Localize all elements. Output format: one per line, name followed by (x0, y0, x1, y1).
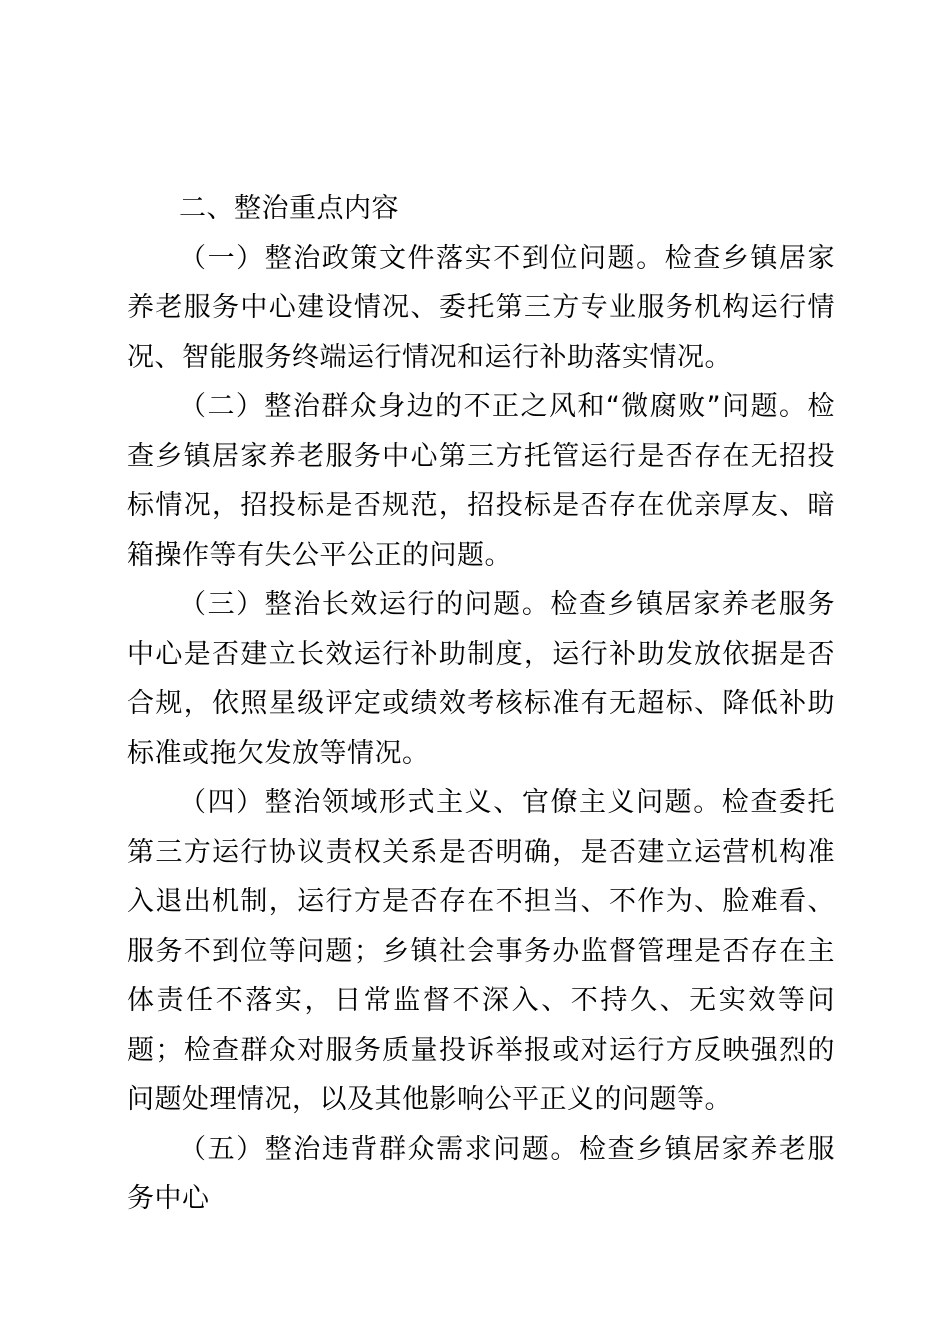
section-heading: 二、整治重点内容 (179, 193, 399, 224)
paragraph-2: （二）整治群众身边的不正之风和“微腐败”问题。检查乡镇居家养老服务中心第三方托管运行是否存在无招投标情况，招投标是否规范，招投标是否存在优亲厚友、暗箱操作等有失公平公正的问题。 (127, 391, 835, 571)
paragraph-3: （三）整治长效运行的问题。检查乡镇居家养老服务中心是否建立长效运行补助制度，运行补助发放依据是否合规，依照星级评定或绩效考核标准有无超标、降低补助标准或拖欠发放等情况。 (127, 589, 835, 769)
paragraph-1: （一）整治政策文件落实不到位问题。检查乡镇居家养老服务中心建设情况、委托第三方专业服务机构运行情况、智能服务终端运行情况和运行补助落实情况。 (127, 242, 835, 373)
document-body (127, 184, 835, 1224)
paragraph-5: （五）整治违背群众需求问题。检查乡镇居家养老服务中心 (127, 1133, 835, 1214)
paragraph-4: （四）整治领域形式主义、官僚主义问题。检查委托第三方运行协议责权关系是否明确，是否建立运营机构准入退出机制，运行方是否存在不担当、不作为、脸难看、服务不到位等问题；乡镇社会事务办监督管理是否存在主体责任不落实，日常监督不深入、不持久、无实效等问题；检查群众对服务质量投诉举报或对运行方反映强烈的问题处理情况，以及其他影响公平正义的问题等。 (127, 787, 835, 1115)
